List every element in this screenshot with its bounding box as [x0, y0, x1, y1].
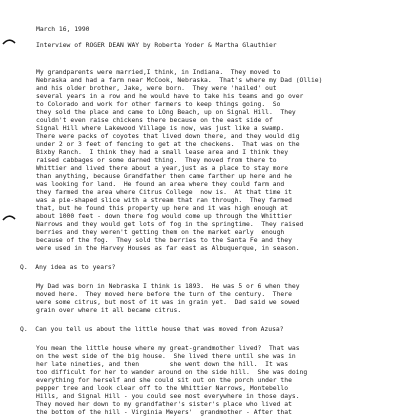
paragraph-line: You mean the little house where my great-grandmother lived? That was — [36, 345, 300, 352]
paragraph-line: the bottom of the hill - Virginia Meyers' grandmother - After that — [36, 409, 292, 416]
paragraph-line: moved here. They moved here before the turn of the century. There — [36, 291, 292, 298]
paragraph-line: Narrows and they would get lots of fog in the springtime. They raised — [36, 221, 304, 228]
paragraph-line: Signal Hill where Lakewood Village is now, was just like a swamp. — [36, 125, 285, 132]
question-line: Q. Any idea as to years? — [20, 264, 116, 271]
paragraph-line: everything for herself and she could sit out on the porch under the — [36, 377, 292, 384]
paragraph-line: her late nineties, and then she went down the hill. It was — [36, 361, 289, 368]
paragraph-line: they farmed the area where Citrus College now is. At that time it — [36, 189, 292, 196]
paragraph-line: My grandparents were married,I think, in Indiana. They moved to — [36, 69, 281, 76]
paragraph-line: because of the fog. They sold the berries to the Santa Fe and they — [36, 237, 292, 244]
paragraph-line: They moved her down to my grandfather's sister's place who lived at — [36, 401, 292, 408]
paragraph-line: grain over where it all became citrus. — [36, 307, 182, 314]
paragraph-line: Whittier and lived there about a year,just as a place to stay more — [36, 165, 289, 172]
paragraph-line: couldn't even raise chickens there because on the east side of — [36, 117, 273, 124]
paragraph-line: under 2 or 3 feet of fencing to get at the checkens. That was on the — [36, 141, 300, 148]
paragraph-line: were some citrus, but most of it was in grain yet. Dad said we sowed — [36, 299, 300, 306]
paragraph-line: was a pie-shaped slice with a stream that ran through. They farmed — [36, 197, 292, 204]
question-line: Q. Can you tell us about the little house that was moved from Azusa? — [20, 326, 284, 333]
paragraph-line: several years in a row and he would have to take his teams and go over — [36, 93, 304, 100]
paragraph-line: to Colorado and work for other farmers to keep things going. So — [36, 101, 281, 108]
paragraph-line: My Dad was born in Nebraska I think is 1893. He was 5 or 6 when they — [36, 283, 300, 290]
paragraph-line: were used in the Harvey Houses as far east as Albuquerque, in season. — [36, 245, 300, 252]
paragraph-line: than anything, because Grandfather then came farther up here and he — [36, 173, 292, 180]
paragraph-line: was looking for land. He found an area where they could farm and — [36, 181, 285, 188]
paragraph-line: too difficult for her to wander around on the side hill. She was doing — [36, 369, 308, 376]
binder-hole-mark — [2, 38, 16, 45]
paragraph-line: Nebraska and had a farm near McCook, Nebraska. That's where my Dad (Ollie) — [36, 77, 323, 84]
paragraph-line: Bixby Ranch. I think they had a small lease area and I think they — [36, 149, 289, 156]
paragraph-line: that, but he found this property up here and it was high enough at — [36, 205, 289, 212]
paragraph-line: Hills, and Signal Hill - you could see most everywhere in those days. — [36, 393, 300, 400]
paragraph-line: pepper tree and look clear off to the Whittier Narrows, Montebello — [36, 385, 289, 392]
paragraph-line: about 1000 feet - down there fog would come up through the Whittier — [36, 213, 292, 220]
binder-hole-mark — [2, 214, 16, 221]
interview-heading: Interview of ROGER DEAN WAY by Roberta Yoder & Martha Glauthier — [36, 42, 277, 49]
paragraph-line: they sold the place and came to LOng Beach, up on Signal Hill. They — [36, 109, 296, 116]
paragraph-line: There were packs of coyotes that lived down there, and they would dig — [36, 133, 300, 140]
paragraph-line: on the west side of the big house. She lived there until she was in — [36, 353, 296, 360]
paragraph-line: and his older brother, Jake, were born. They were 'hailed' out — [36, 85, 277, 92]
paragraph-line: berries and they weren't getting them on the market early enough — [36, 229, 285, 236]
interview-date: March 16, 1990 — [36, 26, 90, 33]
paragraph-line: raised cabbages or some darned thing. They moved from there to — [36, 157, 277, 164]
